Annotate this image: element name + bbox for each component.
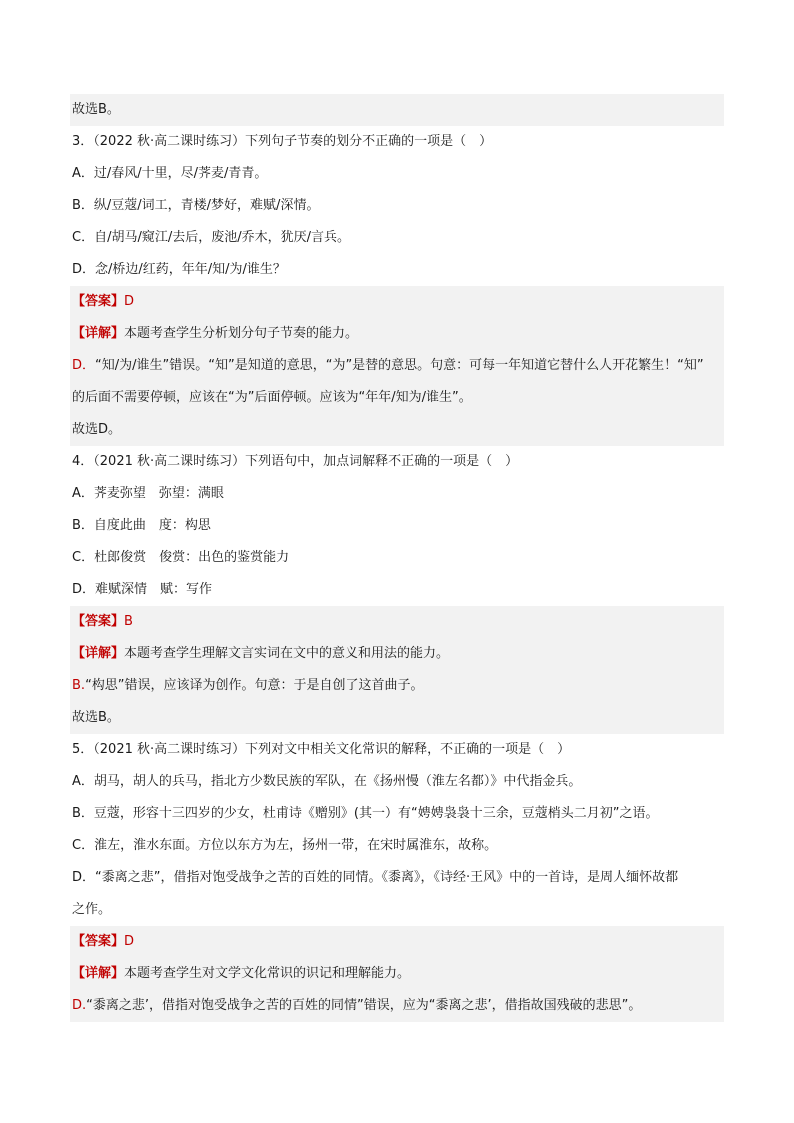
q5-answer-tag: 【答案】 (72, 934, 125, 949)
q4-stem (70, 446, 724, 478)
q5-number: 5． (72, 742, 94, 757)
q5-explain-prefix: D. (72, 998, 87, 1013)
q5-detail (70, 958, 724, 990)
q3-option-b: B．纵/豆蔻/词工，青楼/梦好，难赋/深情。 (72, 198, 320, 213)
q4-explain (70, 670, 724, 702)
q3-answer (70, 286, 724, 318)
q4-answer (70, 606, 724, 638)
q4-explain-prefix: B. (72, 678, 86, 693)
q5-answer-value: D (124, 934, 135, 949)
q5-detail-tag: 【详解】 (72, 966, 125, 981)
q5-option-a: A．胡马，胡人的兵马，指北方少数民族的军队，在《扬州慢（淮左名都）》中代指金兵。 (72, 774, 582, 789)
q3-detail-tag: 【详解】 (72, 326, 125, 341)
q5-answer (70, 926, 724, 958)
q3-number: 3． (72, 134, 94, 149)
q3-source: （2022 秋·高二课时练习） (93, 134, 246, 149)
q5-option-b: B．豆蔻，形容十三四岁的少女，杜甫诗《赠别》(其一）有“娉娉袅袅十三余，豆蔻梢头二月初”之语。 (72, 806, 659, 821)
q3-explain-2: 的后面不需要停顿，应该在“为”后面停顿。应该为“年年/知为/谁生”。 (70, 382, 724, 414)
q3-detail-text: 本题考查学生分析划分句子节奏的能力。 (124, 326, 359, 341)
q2-conclusion: 故选B。 (70, 94, 724, 126)
q4-option-b: B．自度此曲 度：构思 (72, 518, 211, 533)
q3-text: 下列句子节奏的划分不正确的一项是（ ） (245, 134, 493, 149)
document-content (70, 94, 724, 1022)
q4-source: （2021 秋·高二课时练习） (93, 454, 246, 469)
q4-explain-text: “构思”错误，应该译为创作。句意：于是自创了这首曲子。 (85, 678, 424, 693)
q3-detail (70, 318, 724, 350)
q3-stem (70, 126, 724, 158)
q5-source: （2021 秋·高二课时练习） (93, 742, 246, 757)
q5-option-d-cont: 之作。 (72, 902, 112, 917)
q4-detail-tag: 【详解】 (72, 646, 125, 661)
q3-conclusion: 故选D。 (70, 414, 724, 446)
q3-option-a: A．过/春风/十里，尽/荠麦/青青。 (72, 166, 268, 181)
q4-answer-value: B (124, 614, 133, 629)
q3-answer-value: D (124, 294, 135, 309)
q5-explain (70, 990, 724, 1022)
q3-answer-tag: 【答案】 (72, 294, 125, 309)
q4-detail-text: 本题考查学生理解文言实词在文中的意义和用法的能力。 (124, 646, 450, 661)
q5-option-c: C．淮左，淮水东面。方位以东方为左，扬州一带，在宋时属淮东，故称。 (72, 838, 498, 853)
q4-conclusion: 故选B。 (70, 702, 724, 734)
q4-option-a: A．荠麦弥望 弥望：满眼 (72, 486, 224, 501)
q3-explain (70, 350, 724, 382)
q4-text: 下列语句中，加点词解释不正确的一项是（ ） (245, 454, 519, 469)
q3-explain-prefix: D． (72, 358, 96, 373)
q4-option-c: C．杜郎俊赏 俊赏：出色的鉴赏能力 (72, 550, 290, 565)
q3-option-c: C．自/胡马/窥江/去后，废池/乔木，犹厌/言兵。 (72, 230, 350, 245)
q5-stem (70, 734, 724, 766)
q5-detail-text: 本题考查学生对文学文化常识的识记和理解能力。 (124, 966, 411, 981)
q5-option-d: D．“黍离之悲”，借指对饱受战争之苦的百姓的同情。《黍离》，《诗经·王风》中的一首诗，是周人缅怀故都 (72, 870, 679, 885)
q4-number: 4． (72, 454, 94, 469)
q5-explain-text: “黍离之悲’，借指对饱受战争之苦的百姓的同情”错误，应为“黍离之悲’，借指故国残破的悲思”。 (86, 998, 642, 1013)
q4-answer-tag: 【答案】 (72, 614, 125, 629)
q4-detail (70, 638, 724, 670)
q3-explain-text: “知/为/谁生”错误。“知”是知道的意思，“为”是替的意思。句意：可每一年知道它替什么人开花繁生！“知” (95, 358, 704, 373)
q5-text: 下列对文中相关文化常识的解释，不正确的一项是（ ） (245, 742, 571, 757)
q3-option-d: D．念/桥边/红药，年年/知/为/谁生？ (72, 262, 286, 277)
q4-option-d: D．难赋深情 赋：写作 (72, 582, 213, 597)
